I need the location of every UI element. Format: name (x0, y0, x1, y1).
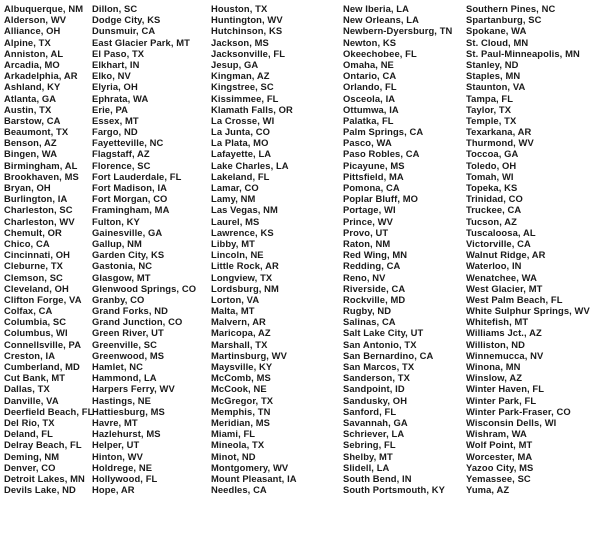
city-entry: Needles, CA (211, 484, 267, 496)
city-entry: Hutchinson, KS (211, 25, 283, 37)
city-entry: Truckee, CA (466, 204, 522, 216)
city-entry: Hastings, NE (92, 394, 152, 406)
city-entry: Lakeland, FL (211, 170, 270, 182)
city-entry: Raton, NM (343, 237, 391, 249)
city-entry: South Portsmouth, KY (343, 484, 445, 496)
city-entry: Taylor, TX (466, 103, 512, 115)
city-entry: Kingman, AZ (211, 70, 270, 82)
city-entry: Portage, WI (343, 204, 396, 216)
city-entry: Cleveland, OH (4, 282, 69, 294)
city-entry: Mineola, TX (211, 439, 265, 451)
city-entry: Temple, TX (466, 114, 517, 126)
city-entry: Colfax, CA (4, 305, 53, 317)
city-entry: Hope, AR (92, 484, 135, 496)
city-entry: Martinsburg, WV (211, 349, 287, 361)
city-entry: Southern Pines, NC (466, 3, 556, 14)
city-entry: Thurmond, WV (466, 137, 534, 149)
city-entry: Columbia, SC (4, 316, 67, 328)
city-entry: Hamlet, NC (92, 361, 144, 372)
city-entry: Gainesville, GA (92, 226, 163, 238)
city-entry: Framingham, MA (92, 204, 170, 216)
city-entry: Chico, CA (4, 237, 50, 249)
city-entry: Provo, UT (343, 226, 389, 238)
city-entry: Shelby, MT (343, 450, 393, 462)
city-entry: Schriever, LA (343, 428, 405, 440)
city-entry: Victorville, CA (466, 237, 531, 249)
city-entry: Denver, CO (4, 461, 56, 473)
city-entry: Lamar, CO (211, 182, 259, 193)
city-entry: Dallas, TX (4, 383, 50, 395)
city-entry: Beaumont, TX (4, 126, 69, 138)
city-entry: Miami, FL (211, 428, 256, 440)
city-entry: Danville, VA (4, 394, 59, 406)
city-entry: Staunton, VA (466, 81, 526, 93)
city-entry: Mount Pleasant, IA (211, 472, 297, 484)
city-entry: Longview, TX (211, 271, 273, 283)
city-entry: Klamath Falls, OR (211, 103, 293, 115)
city-entry: Holdrege, NE (92, 461, 153, 473)
city-entry: Poplar Bluff, MO (343, 193, 419, 205)
city-entry: Chemult, OR (4, 226, 62, 238)
city-entry: Hinton, WV (92, 450, 143, 462)
city-entry: Harpers Ferry, WV (92, 383, 175, 395)
city-entry: Fort Morgan, CO (92, 193, 168, 205)
city-entry: Rugby, ND (343, 305, 392, 317)
city-entry: Jackson, MS (211, 36, 269, 48)
city-entry: McGregor, TX (211, 394, 274, 406)
city-entry: Wolf Point, MT (466, 439, 533, 451)
city-entry: McComb, MS (211, 372, 271, 384)
city-entry: Marshall, TX (211, 338, 268, 350)
city-entry: Elko, NV (92, 70, 131, 82)
city-entry: Devils Lake, ND (4, 484, 76, 496)
city-entry: South Bend, IN (343, 472, 412, 484)
city-entry: Wisconsin Dells, WI (466, 416, 557, 428)
city-entry: Glenwood Springs, CO (92, 282, 197, 294)
city-entry: Maysville, KY (211, 361, 273, 372)
city-entry: Elkhart, IN (92, 58, 140, 70)
city-entry: Creston, IA (4, 349, 56, 361)
city-entry: La Crosse, WI (211, 114, 275, 126)
city-entry: Fort Madison, IA (92, 182, 168, 193)
city-entry: Green River, UT (92, 327, 164, 339)
city-entry: Ottumwa, IA (343, 103, 399, 115)
city-entry: Topeka, KS (466, 182, 518, 193)
city-entry: Cumberland, MD (4, 361, 80, 372)
city-entry: Yemassee, SC (466, 472, 531, 484)
city-entry: Birmingham, AL (4, 159, 78, 171)
city-entry: Arkadelphia, AR (4, 70, 78, 82)
city-entry: Alderson, WV (4, 14, 67, 26)
city-entry: Deming, NM (4, 450, 60, 462)
city-entry: Meridian, MS (211, 416, 271, 428)
city-entry: Newbern-Dyersburg, TN (343, 25, 453, 37)
city-entry: Tampa, FL (466, 92, 514, 104)
city-entry: Red Wing, MN (343, 249, 408, 261)
city-entry: Charleston, SC (4, 204, 73, 216)
city-entry: Lorton, VA (211, 293, 260, 305)
city-entry: Deerfield Beach, FL (4, 405, 94, 417)
city-entry: Winter Park-Fraser, CO (466, 405, 571, 417)
city-entry: Picayune, MS (343, 159, 405, 171)
city-entry: East Glacier Park, MT (92, 36, 190, 48)
city-entry: Wishram, WA (466, 428, 527, 440)
city-entry: Cleburne, TX (4, 260, 64, 272)
city-entry: Whitefish, MT (466, 316, 529, 328)
city-entry: Okeechobee, FL (343, 47, 417, 59)
city-column-2 (92, 3, 196, 495)
city-entry: Toledo, OH (466, 159, 517, 171)
city-entry: Savannah, GA (343, 416, 408, 428)
city-entry: Cincinnati, OH (4, 249, 70, 261)
city-entry: Texarkana, AR (466, 126, 532, 138)
city-entry: Bryan, OH (4, 182, 51, 193)
city-entry: Clifton Forge, VA (4, 293, 82, 305)
city-entry: La Junta, CO (211, 126, 271, 138)
city-entry: Toccoa, GA (466, 148, 519, 160)
city-entry: Sanford, FL (343, 405, 397, 417)
city-entry: Elyria, OH (92, 81, 138, 93)
city-entry: Tucson, AZ (466, 215, 517, 227)
city-entry: Winter Park, FL (466, 394, 537, 406)
city-entry: Florence, SC (92, 159, 151, 171)
city-entry: Pittsfield, MA (343, 170, 404, 182)
city-entry: Garden City, KS (92, 249, 165, 261)
city-entry: Libby, MT (211, 237, 255, 249)
city-entry: Winslow, AZ (466, 372, 523, 384)
city-entry: McCook, NE (211, 383, 267, 395)
city-entry: Trinidad, CO (466, 193, 523, 205)
city-entry: Winter Haven, FL (466, 383, 545, 395)
city-entry: Pasco, WA (343, 137, 392, 149)
city-entry: Grand Forks, ND (92, 305, 168, 317)
city-entry: Sanderson, TX (343, 372, 410, 384)
city-entry: Wenatchee, WA (466, 271, 537, 283)
city-entry: Williams Jct., AZ (466, 327, 542, 339)
city-entry: Yazoo City, MS (466, 461, 534, 473)
city-entry: Lamy, NM (211, 193, 256, 205)
city-entry: Essex, MT (92, 114, 139, 126)
city-entry: Houston, TX (211, 3, 268, 14)
city-entry: Sandpoint, ID (343, 383, 405, 395)
city-entry: Maricopa, AZ (211, 327, 271, 339)
city-entry: Lafayette, LA (211, 148, 272, 160)
city-entry: Alliance, OH (4, 25, 61, 37)
city-entry: Slidell, LA (343, 461, 390, 473)
city-entry: Waterloo, IN (466, 260, 522, 272)
city-entry: Dunsmuir, CA (92, 25, 156, 37)
city-entry: Anniston, AL (4, 47, 64, 59)
city-entry: Malvern, AR (211, 316, 266, 328)
city-entry: Winona, MN (466, 361, 521, 372)
city-entry: Delray Beach, FL (4, 439, 82, 451)
city-entry: Palm Springs, CA (343, 126, 424, 138)
city-entry: Salinas, CA (343, 316, 396, 328)
city-column-5 (466, 3, 590, 495)
city-entry: West Palm Beach, FL (466, 293, 563, 305)
city-column-4 (343, 3, 452, 495)
city-entry: Jacksonville, FL (211, 47, 286, 59)
city-entry: Palatka, FL (343, 114, 394, 126)
city-entry: Osceola, IA (343, 92, 396, 104)
city-entry: Cut Bank, MT (4, 372, 66, 384)
city-entry: Sebring, FL (343, 439, 396, 451)
city-entry: Spartanburg, SC (466, 14, 542, 26)
city-entry: Havre, MT (92, 416, 138, 428)
city-entry: Glasgow, MT (92, 271, 151, 283)
city-entry: Pomona, CA (343, 182, 400, 193)
city-entry: Connellsville, PA (4, 338, 82, 350)
city-entry: Flagstaff, AZ (92, 148, 150, 160)
city-entry: Kingstree, SC (211, 81, 274, 93)
city-entry: Fayetteville, NC (92, 137, 164, 149)
city-entry: Columbus, WI (4, 327, 68, 339)
city-entry: Fulton, KY (92, 215, 140, 227)
city-entry: Charleston, WV (4, 215, 75, 227)
city-entry: San Antonio, TX (343, 338, 417, 350)
city-entry: Grand Junction, CO (92, 316, 183, 328)
city-entry: Tomah, WI (466, 170, 514, 182)
city-entry: Montgomery, WV (211, 461, 289, 473)
city-entry: Walnut Ridge, AR (466, 249, 546, 261)
city-column-3 (211, 3, 297, 495)
city-entry: St. Paul-Minneapolis, MN (466, 47, 580, 59)
city-entry: St. Cloud, MN (466, 36, 529, 48)
city-entry: Hazlehurst, MS (92, 428, 161, 440)
city-entry: Clemson, SC (4, 271, 63, 283)
city-entry: Hattiesburg, MS (92, 405, 165, 417)
city-entry: Del Rio, TX (4, 416, 55, 428)
city-entry: Memphis, TN (211, 405, 271, 417)
city-entry: Newton, KS (343, 36, 397, 48)
city-entry: Greenville, SC (92, 338, 157, 350)
city-entry: Gallup, NM (92, 237, 142, 249)
city-entry: Benson, AZ (4, 137, 57, 149)
city-entry: Paso Robles, CA (343, 148, 420, 160)
city-entry: Alpine, TX (4, 36, 51, 48)
city-entry: Barstow, CA (4, 114, 61, 126)
city-entry: Atlanta, GA (4, 92, 57, 104)
city-entry: Sandusky, OH (343, 394, 408, 406)
city-entry: Gastonia, NC (92, 260, 153, 272)
city-entry: Williston, ND (466, 338, 526, 350)
city-entry: Reno, NV (343, 271, 386, 283)
city-entry: El Paso, TX (92, 47, 145, 59)
city-entry: Tuscaloosa, AL (466, 226, 536, 238)
city-entry: Orlando, FL (343, 81, 397, 93)
city-entry: Minot, ND (211, 450, 256, 462)
city-entry: Austin, TX (4, 103, 52, 115)
city-column-1 (4, 3, 93, 495)
city-entry: Malta, MT (211, 305, 255, 317)
city-entry: Prince, WV (343, 215, 393, 227)
city-entry: Jesup, GA (211, 58, 259, 70)
city-entry: La Plata, MO (211, 137, 269, 149)
city-entry: New Iberia, LA (343, 3, 409, 14)
city-entry: Little Rock, AR (211, 260, 279, 272)
city-entry: White Sulphur Springs, WV (466, 305, 590, 317)
city-entry: Worcester, MA (466, 450, 533, 462)
city-entry: Ephrata, WA (92, 92, 149, 104)
city-entry: San Bernardino, CA (343, 349, 434, 361)
city-entry: Rockville, MD (343, 293, 406, 305)
city-entry: Lawrence, KS (211, 226, 274, 238)
city-entry: Detroit Lakes, MN (4, 472, 85, 484)
city-entry: New Orleans, LA (343, 14, 420, 26)
city-entry: Fort Lauderdale, FL (92, 170, 182, 182)
city-entry: Ontario, CA (343, 70, 397, 82)
city-entry: Las Vegas, NM (211, 204, 278, 216)
city-entry: Huntington, WV (211, 14, 283, 26)
city-entry: Kissimmee, FL (211, 92, 279, 104)
city-entry: Burlington, IA (4, 193, 68, 205)
city-entry: Lordsburg, NM (211, 282, 279, 294)
city-entry: San Marcos, TX (343, 361, 415, 372)
city-entry: Lincoln, NE (211, 249, 264, 261)
city-entry: Erie, PA (92, 103, 129, 115)
city-entry: Deland, FL (4, 428, 53, 440)
city-entry: Dillon, SC (92, 3, 138, 14)
city-entry: Arcadia, MO (4, 58, 60, 70)
city-entry: Stanley, ND (466, 58, 519, 70)
city-entry: Brookhaven, MS (4, 170, 79, 182)
city-entry: Albuquerque, NM (4, 3, 84, 14)
city-entry: Spokane, WA (466, 25, 527, 37)
city-entry: Bingen, WA (4, 148, 58, 160)
city-entry: Salt Lake City, UT (343, 327, 424, 339)
city-entry: Omaha, NE (343, 58, 394, 70)
city-entry: Greenwood, MS (92, 349, 165, 361)
city-entry: Hammond, LA (92, 372, 157, 384)
city-entry: Ashland, KY (4, 81, 61, 93)
city-entry: Laurel, MS (211, 215, 260, 227)
city-entry: Staples, MN (466, 70, 521, 82)
city-entry: Winnemucca, NV (466, 349, 544, 361)
city-entry: Yuma, AZ (466, 484, 510, 496)
city-entry: West Glacier, MT (466, 282, 543, 294)
city-entry: Hollywood, FL (92, 472, 158, 484)
city-entry: Granby, CO (92, 293, 145, 305)
city-entry: Helper, UT (92, 439, 140, 451)
city-entry: Fargo, ND (92, 126, 138, 138)
city-entry: Riverside, CA (343, 282, 406, 294)
city-entry: Lake Charles, LA (211, 159, 289, 171)
city-entry: Redding, CA (343, 260, 401, 272)
city-entry: Dodge City, KS (92, 14, 161, 26)
